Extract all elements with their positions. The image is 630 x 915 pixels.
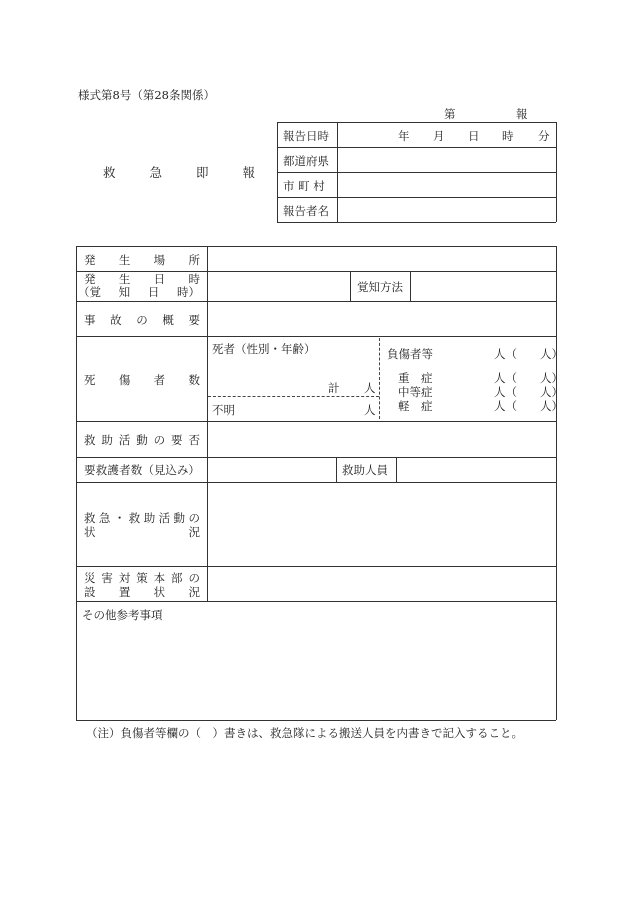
prefecture-label: 都道府県 <box>283 154 329 168</box>
injured-count: 人（ 人） <box>494 347 563 361</box>
moderate-label: 中等症 <box>398 385 433 399</box>
form-number: 様式第8号（第28条関係） <box>78 88 215 102</box>
reporter-label: 報告者名 <box>283 204 329 218</box>
unit-day: 日 <box>468 129 480 143</box>
injured-label: 負傷者等 <box>387 347 433 361</box>
rescued-label: 救助人員 <box>342 463 388 477</box>
casualties-label: 死 傷 者 数 <box>84 373 200 387</box>
awareness-method-label: 覚知方法 <box>357 280 403 294</box>
unknown-label: 不明 <box>212 403 235 417</box>
severe-count: 人（ 人） <box>494 371 563 385</box>
municipality-label: 市 町 村 <box>283 179 325 193</box>
unit-year: 年 <box>398 129 410 143</box>
mild-count: 人（ 人） <box>494 399 563 413</box>
footnote: （注）負傷者等欄の（ ）書きは、救急隊による搬送人員を内書きで記入すること。 <box>86 726 523 740</box>
rescue-need-label: 救 助 活 動 の 要 否 <box>84 433 200 447</box>
accident-summary-label: 事 故 の 概 要 <box>84 313 200 327</box>
mild-label: 軽 症 <box>398 399 433 413</box>
unit-minute: 分 <box>538 129 550 143</box>
occurrence-datetime-label: 発 生 日 時 <box>84 272 200 286</box>
severe-label: 重 症 <box>398 371 433 385</box>
report-no-ho: 報 <box>516 107 528 121</box>
form-title: 救 急 即 報 <box>103 165 255 180</box>
location-label: 発 生 場 所 <box>84 253 200 267</box>
other-notes-label: その他参考事項 <box>82 608 163 622</box>
emergency-status-label-2: 状 況 <box>84 525 200 539</box>
awareness-datetime-label: （覚 知 日 時） <box>78 285 200 299</box>
unit-hour: 時 <box>502 129 514 143</box>
unit-month: 月 <box>433 129 445 143</box>
emergency-status-label: 救 急 ・ 救 助 活 動 の <box>84 511 200 525</box>
moderate-count: 人（ 人） <box>494 385 563 399</box>
total-unit: 人 <box>364 381 376 395</box>
rescue-required-label: 要 救 護 者 数 （見込み） <box>84 463 200 477</box>
report-datetime-label: 報告日時 <box>283 129 329 143</box>
hq-status-label: 災 害 対 策 本 部 の <box>84 571 200 585</box>
deaths-label: 死者（性別・年齢） <box>212 342 316 356</box>
total-label: 計 <box>328 381 340 395</box>
unknown-unit: 人 <box>364 403 376 417</box>
report-no-dai: 第 <box>444 107 456 121</box>
hq-status-label-2: 設 置 状 況 <box>84 585 200 599</box>
